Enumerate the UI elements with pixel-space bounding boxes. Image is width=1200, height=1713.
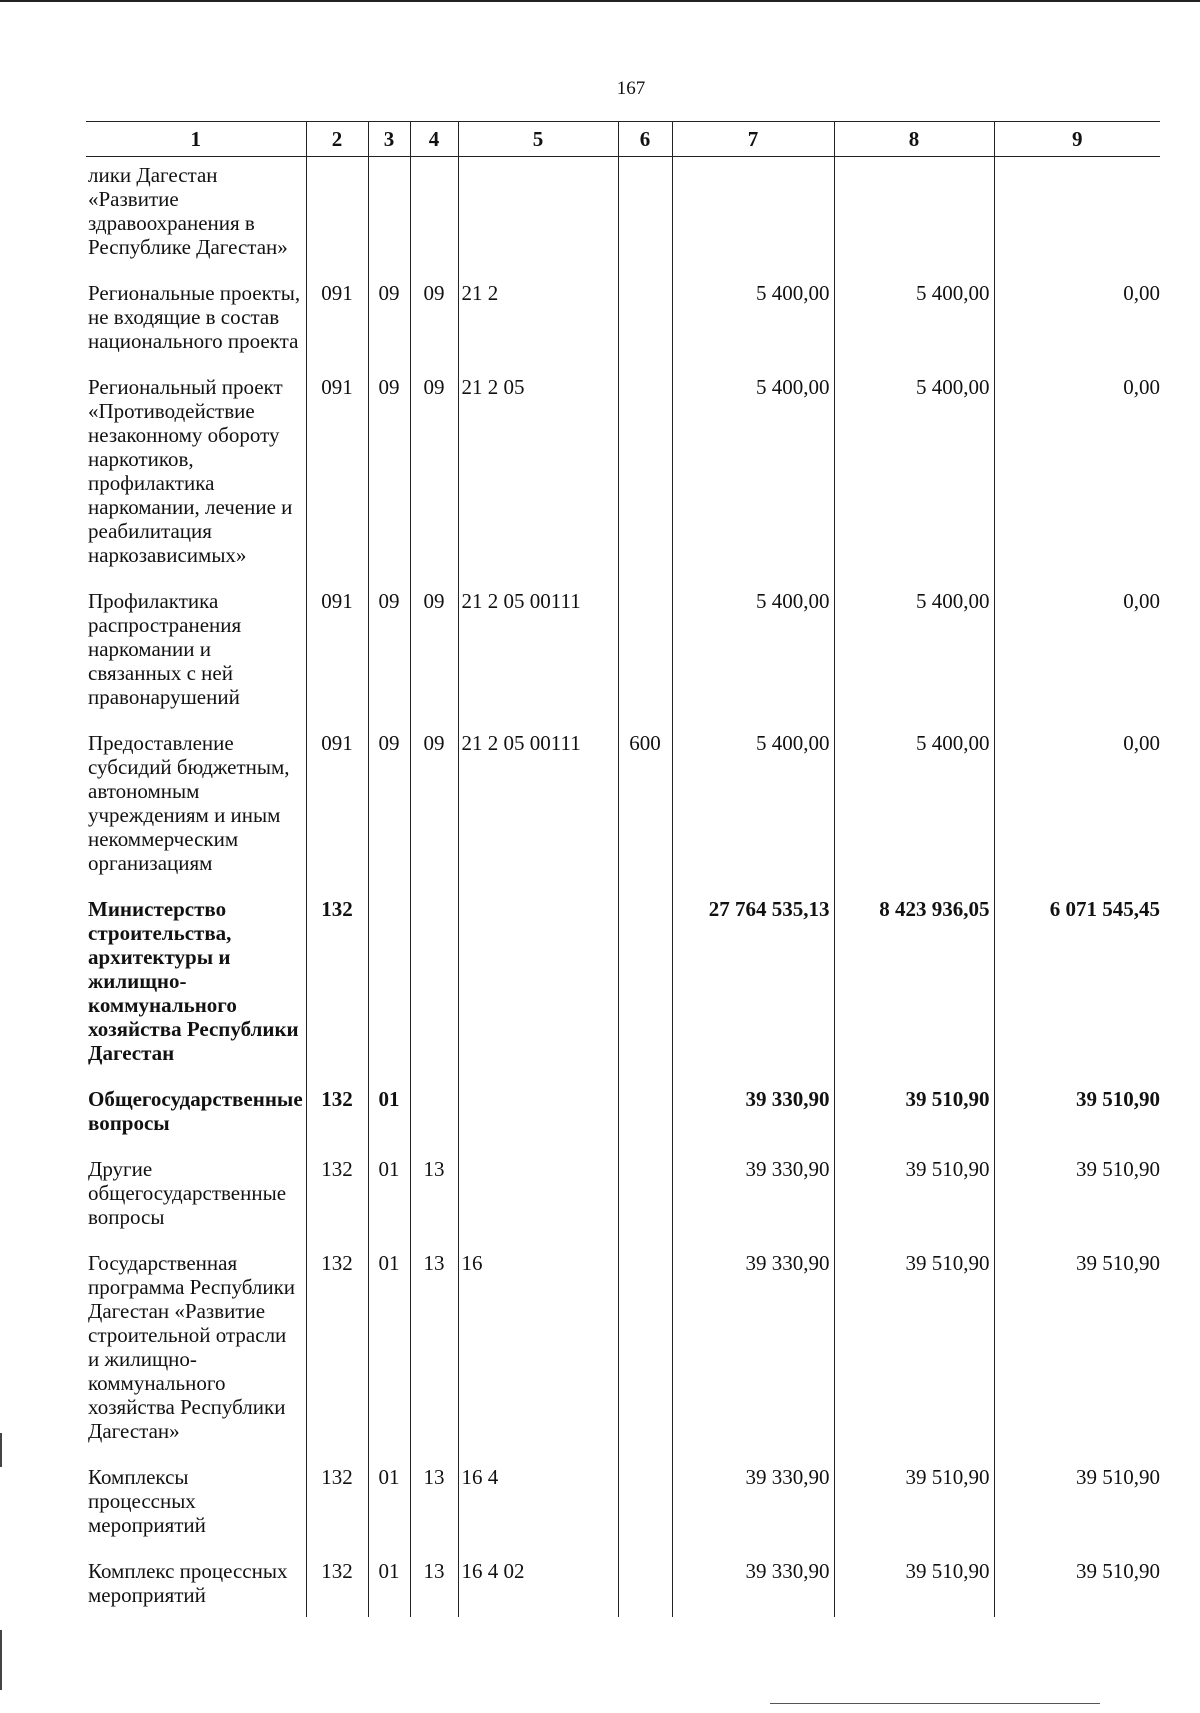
amount-col-9: 0,00 (994, 375, 1160, 589)
item-name: Комплексы процессных мероприятий (86, 1465, 306, 1559)
code-target (458, 1087, 618, 1157)
code-expense-type (618, 1087, 672, 1157)
code-expense-type (618, 157, 672, 282)
item-name: Региональный проект «Противодействие незаконному обороту наркотиков, профилактика наркомании, лечение и реабилитация наркозависимых» (86, 375, 306, 589)
amount-col-8: 8 423 936,05 (834, 897, 994, 1087)
amount-col-7: 5 400,00 (672, 375, 834, 589)
table-row (86, 157, 1160, 282)
code-target: 16 4 02 (458, 1559, 618, 1617)
code-target: 21 2 05 (458, 375, 618, 589)
top-rule (0, 0, 1200, 2)
amount-col-9: 0,00 (994, 731, 1160, 897)
amount-col-7: 5 400,00 (672, 589, 834, 731)
page-number: 167 (616, 78, 646, 99)
amount-col-9: 39 510,90 (994, 1465, 1160, 1559)
amount-col-8: 39 510,90 (834, 1087, 994, 1157)
table-header (86, 122, 1160, 157)
table-row (86, 589, 1160, 731)
bottom-rule (770, 1703, 1100, 1704)
code-ministry (306, 157, 368, 282)
amount-col-8: 39 510,90 (834, 1465, 994, 1559)
code-target: 21 2 05 00111 (458, 731, 618, 897)
table-row (86, 897, 1160, 1087)
code-expense-type (618, 589, 672, 731)
code-ministry: 132 (306, 1087, 368, 1157)
code-section: 09 (368, 589, 410, 731)
code-expense-type (618, 1251, 672, 1465)
table-row (86, 1465, 1160, 1559)
amount-col-7: 5 400,00 (672, 731, 834, 897)
code-subsection: 13 (410, 1559, 458, 1617)
code-subsection: 09 (410, 589, 458, 731)
code-section: 01 (368, 1251, 410, 1465)
amount-col-7: 27 764 535,13 (672, 897, 834, 1087)
header-col-3: 3 (368, 122, 410, 157)
item-name: Комплекс процессных мероприятий (86, 1559, 306, 1617)
amount-col-9: 39 510,90 (994, 1157, 1160, 1251)
amount-col-7: 39 330,90 (672, 1465, 834, 1559)
table-row (86, 1251, 1160, 1465)
header-col-5: 5 (458, 122, 618, 157)
code-ministry: 132 (306, 897, 368, 1087)
item-name: Общегосударственные вопросы (86, 1087, 306, 1157)
table-body (86, 157, 1160, 1618)
code-ministry: 132 (306, 1251, 368, 1465)
code-section (368, 157, 410, 282)
code-section: 01 (368, 1157, 410, 1251)
code-section: 01 (368, 1465, 410, 1559)
code-section (368, 897, 410, 1087)
code-section: 09 (368, 375, 410, 589)
amount-col-9: 0,00 (994, 281, 1160, 375)
item-name: Государственная программа Республики Дагестан «Развитие строительной отрасли и жилищно-коммунального хозяйства Республики Дагестан» (86, 1251, 306, 1465)
amount-col-7 (672, 157, 834, 282)
header-col-9: 9 (994, 122, 1160, 157)
header-col-6: 6 (618, 122, 672, 157)
code-subsection: 13 (410, 1251, 458, 1465)
header-col-8: 8 (834, 122, 994, 157)
item-name: лики Дагестан «Развитие здравоохранения в Республике Дагестан» (86, 157, 306, 282)
code-section: 09 (368, 731, 410, 897)
amount-col-9 (994, 157, 1160, 282)
code-ministry: 091 (306, 731, 368, 897)
item-name: Другие общегосударственные вопросы (86, 1157, 306, 1251)
header-col-7: 7 (672, 122, 834, 157)
amount-col-9: 39 510,90 (994, 1251, 1160, 1465)
code-section: 01 (368, 1087, 410, 1157)
item-name: Министерство строительства, архитектуры и жилищно-коммунального хозяйства Республики Дагестан (86, 897, 306, 1087)
table-row (86, 281, 1160, 375)
amount-col-8: 39 510,90 (834, 1157, 994, 1251)
amount-col-8: 5 400,00 (834, 281, 994, 375)
code-target (458, 157, 618, 282)
code-ministry: 132 (306, 1157, 368, 1251)
code-target: 21 2 (458, 281, 618, 375)
code-target: 21 2 05 00111 (458, 589, 618, 731)
code-expense-type (618, 897, 672, 1087)
code-subsection (410, 897, 458, 1087)
code-expense-type (618, 375, 672, 589)
code-expense-type (618, 1465, 672, 1559)
amount-col-8 (834, 157, 994, 282)
amount-col-7: 5 400,00 (672, 281, 834, 375)
amount-col-7: 39 330,90 (672, 1157, 834, 1251)
header-col-1: 1 (86, 122, 306, 157)
code-subsection: 09 (410, 375, 458, 589)
code-subsection (410, 157, 458, 282)
table-row (86, 1157, 1160, 1251)
code-ministry: 091 (306, 375, 368, 589)
code-target: 16 4 (458, 1465, 618, 1559)
code-subsection: 09 (410, 281, 458, 375)
amount-col-7: 39 330,90 (672, 1559, 834, 1617)
header-col-2: 2 (306, 122, 368, 157)
code-expense-type (618, 1559, 672, 1617)
amount-col-9: 39 510,90 (994, 1087, 1160, 1157)
code-target (458, 1157, 618, 1251)
amount-col-9: 6 071 545,45 (994, 897, 1160, 1087)
table-row (86, 1559, 1160, 1617)
item-name: Профилактика распространения наркомании и связанных с ней правонарушений (86, 589, 306, 731)
header-col-4: 4 (410, 122, 458, 157)
header-row (86, 122, 1160, 157)
code-expense-type (618, 281, 672, 375)
code-subsection: 13 (410, 1157, 458, 1251)
scan-edge-mark (0, 1433, 2, 1467)
amount-col-8: 39 510,90 (834, 1559, 994, 1617)
item-name: Региональные проекты, не входящие в состав национального проекта (86, 281, 306, 375)
budget-table (86, 121, 1160, 1617)
amount-col-8: 5 400,00 (834, 589, 994, 731)
scan-edge-mark (0, 1630, 2, 1690)
amount-col-8: 5 400,00 (834, 731, 994, 897)
amount-col-8: 5 400,00 (834, 375, 994, 589)
table-row (86, 731, 1160, 897)
table-row (86, 375, 1160, 589)
code-expense-type (618, 1157, 672, 1251)
amount-col-8: 39 510,90 (834, 1251, 994, 1465)
code-subsection: 13 (410, 1465, 458, 1559)
code-ministry: 091 (306, 589, 368, 731)
code-section: 01 (368, 1559, 410, 1617)
code-ministry: 132 (306, 1559, 368, 1617)
amount-col-7: 39 330,90 (672, 1087, 834, 1157)
item-name: Предоставление субсидий бюджетным, автономным учреждениям и иным некоммерческим организациям (86, 731, 306, 897)
code-target (458, 897, 618, 1087)
code-subsection (410, 1087, 458, 1157)
code-expense-type: 600 (618, 731, 672, 897)
code-section: 09 (368, 281, 410, 375)
table-row (86, 1087, 1160, 1157)
code-ministry: 132 (306, 1465, 368, 1559)
amount-col-9: 0,00 (994, 589, 1160, 731)
code-target: 16 (458, 1251, 618, 1465)
code-ministry: 091 (306, 281, 368, 375)
amount-col-7: 39 330,90 (672, 1251, 834, 1465)
code-subsection: 09 (410, 731, 458, 897)
amount-col-9: 39 510,90 (994, 1559, 1160, 1617)
